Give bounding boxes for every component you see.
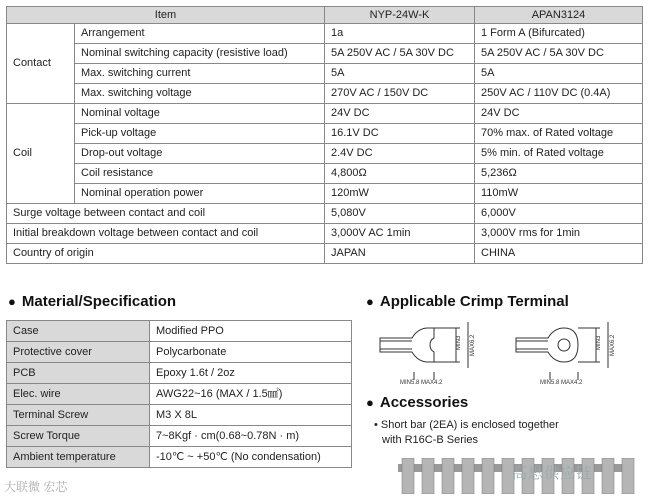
row-label: Arrangement	[75, 24, 325, 44]
header-nyp: NYP-24W-K	[325, 7, 475, 24]
table-row	[7, 447, 352, 468]
row-value-1: 4,800Ω	[325, 164, 475, 184]
row-value-1: 3,000V AC 1min	[325, 224, 475, 244]
row-value-2: CHINA	[475, 244, 643, 264]
table-row	[7, 144, 643, 164]
row-label: Screw Torque	[7, 426, 150, 447]
dim-min3-ring: MIN3	[596, 335, 602, 350]
table-row	[7, 405, 352, 426]
table-row	[7, 84, 643, 104]
row-value: 7~8Kgf · cm(0.68~0.78N · m)	[150, 426, 352, 447]
row-label: Max. switching voltage	[75, 84, 325, 104]
row-label: Initial breakdown voltage between contact and coil	[7, 224, 325, 244]
crimp-title: Applicable Crimp Terminal	[379, 293, 569, 310]
row-value-1: 5A	[325, 64, 475, 84]
dim-min3-fork: MIN3	[456, 335, 462, 350]
row-label: Nominal voltage	[75, 104, 325, 124]
table-row	[7, 164, 643, 184]
material-table	[6, 320, 352, 468]
row-value-2: 5A 250V AC / 5A 30V DC	[475, 44, 643, 64]
accessories-title: Accessories	[379, 394, 469, 411]
bullet-icon: ●	[366, 294, 374, 309]
row-label: Surge voltage between contact and coil	[7, 204, 325, 224]
row-value-2: 3,000V rms for 1min	[475, 224, 643, 244]
table-row	[7, 184, 643, 204]
crimp-heading	[366, 293, 569, 310]
row-label: Protective cover	[7, 342, 150, 363]
dim-bottom-fork: MIN5.8 MAX4.2	[400, 380, 443, 386]
material-title: Material/Specification	[21, 293, 177, 310]
accessories-note	[374, 418, 559, 448]
row-value: M3 X 8L	[150, 405, 352, 426]
watermark-right: 高思供应链	[512, 465, 593, 482]
bullet-icon: ●	[366, 395, 374, 410]
table-row	[7, 384, 352, 405]
row-value-2: 250V AC / 110V DC (0.4A)	[475, 84, 643, 104]
row-label: Max. switching current	[75, 64, 325, 84]
row-value-2: 1 Form A (Bifurcated)	[475, 24, 643, 44]
dim-bottom-ring: MIN5.8 MAX4.2	[540, 380, 583, 386]
row-value-2: 70% max. of Rated voltage	[475, 124, 643, 144]
row-value-1: 1a	[325, 24, 475, 44]
ring-terminal-diagram	[508, 320, 638, 386]
table-header-row	[7, 7, 643, 24]
dim-max62-fork: MAX6.2	[470, 334, 476, 356]
row-value-1: 2.4V DC	[325, 144, 475, 164]
row-value-1: JAPAN	[325, 244, 475, 264]
bullet-icon: ●	[8, 294, 16, 309]
row-label: Nominal switching capacity (resistive load)	[75, 44, 325, 64]
row-label: Drop-out voltage	[75, 144, 325, 164]
row-value: Epoxy 1.6t / 2oz	[150, 363, 352, 384]
row-label: Elec. wire	[7, 384, 150, 405]
group-coil: Coil	[7, 104, 75, 204]
accessories-line-2: with R16C-B Series	[382, 434, 478, 446]
table-row	[7, 124, 643, 144]
row-value-2: 5A	[475, 64, 643, 84]
row-value: Polycarbonate	[150, 342, 352, 363]
row-value-2: 5% min. of Rated voltage	[475, 144, 643, 164]
row-value-2: 24V DC	[475, 104, 643, 124]
row-label: Country of origin	[7, 244, 325, 264]
header-item: Item	[7, 7, 325, 24]
row-label: Nominal operation power	[75, 184, 325, 204]
table-row	[7, 104, 643, 124]
table-row	[7, 64, 643, 84]
row-value-1: 270V AC / 150V DC	[325, 84, 475, 104]
table-row	[7, 204, 643, 224]
table-row	[7, 44, 643, 64]
row-value-1: 120mW	[325, 184, 475, 204]
row-label: Pick-up voltage	[75, 124, 325, 144]
row-value-1: 5,080V	[325, 204, 475, 224]
row-value: AWG22~16 (MAX / 1.5㎟)	[150, 384, 352, 405]
row-label: Ambient temperature	[7, 447, 150, 468]
row-value: Modified PPO	[150, 321, 352, 342]
spec-comparison-table	[6, 6, 643, 264]
row-label: Coil resistance	[75, 164, 325, 184]
row-label: PCB	[7, 363, 150, 384]
row-label: Terminal Screw	[7, 405, 150, 426]
table-row	[7, 426, 352, 447]
material-heading	[8, 293, 176, 310]
row-value-2: 5,236Ω	[475, 164, 643, 184]
table-row	[7, 224, 643, 244]
row-value-1: 5A 250V AC / 5A 30V DC	[325, 44, 475, 64]
table-row	[7, 321, 352, 342]
row-label: Case	[7, 321, 150, 342]
row-value-2: 6,000V	[475, 204, 643, 224]
table-row	[7, 342, 352, 363]
header-apan: APAN3124	[475, 7, 643, 24]
row-value-1: 24V DC	[325, 104, 475, 124]
row-value: -10℃ ~ +50℃ (No condensation)	[150, 447, 352, 468]
table-row	[7, 244, 643, 264]
row-value-2: 110mW	[475, 184, 643, 204]
table-row	[7, 24, 643, 44]
accessories-heading	[366, 394, 468, 411]
fork-terminal-diagram	[372, 320, 502, 386]
watermark-left: 大联微 宏芯	[4, 480, 68, 494]
dim-max62-ring: MAX6.2	[610, 334, 616, 356]
row-value-1: 16.1V DC	[325, 124, 475, 144]
accessories-line-1: • Short bar (2EA) is enclosed together	[374, 419, 559, 431]
group-contact: Contact	[7, 24, 75, 104]
table-row	[7, 363, 352, 384]
